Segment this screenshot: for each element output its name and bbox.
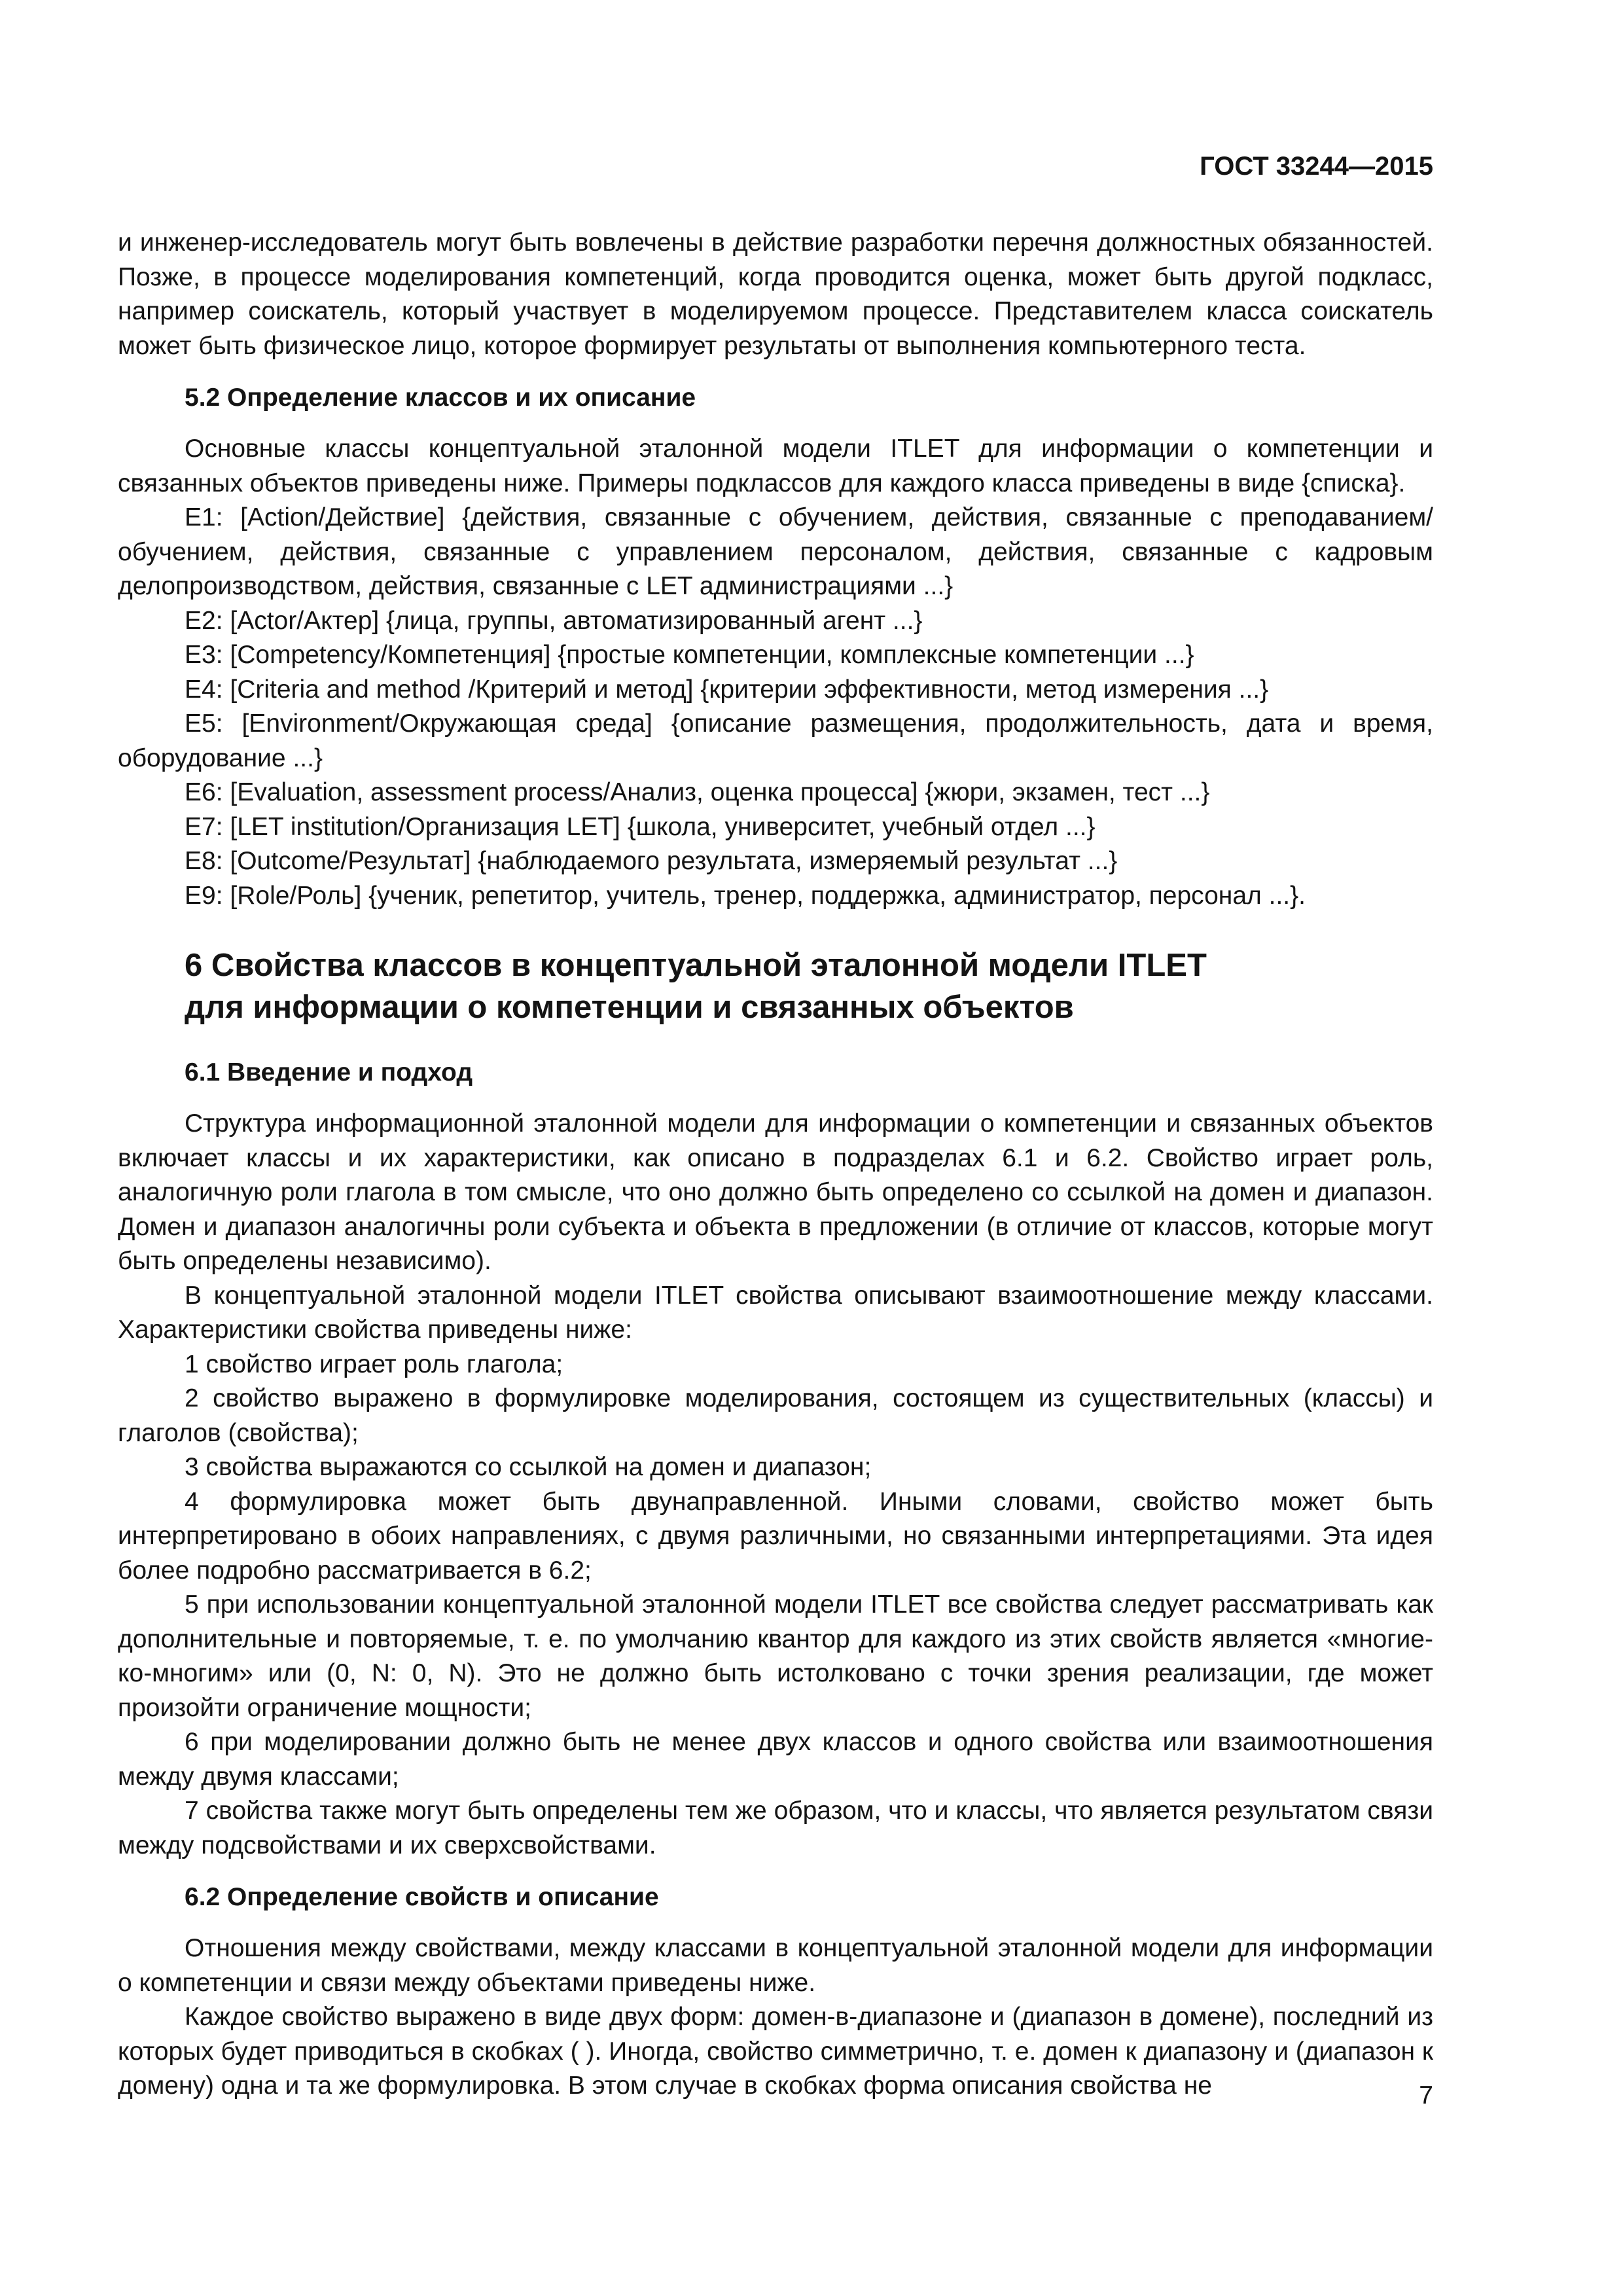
section-6-1-heading: 6.1 Введение и подход xyxy=(185,1058,473,1086)
class-item-e5: E5: [Environment/Окружающая среда] {описание размещения, продолжительность, дата и время, оборудование ...} xyxy=(118,709,1433,772)
property-item-4: 4 формулировка может быть двунаправленной. Иными словами, свойство может быть интерпретировано в обоих направлениях, с двумя различными, но связанными интерпретациями. Эта идея более подробно рассматривается в 6.2; xyxy=(118,1487,1433,1585)
section-6-heading-line2: для информации о компетенции и связанных объектов xyxy=(185,990,1074,1025)
class-item-e8: E8: [Outcome/Результат] {наблюдаемого результата, измеряемый результат ...} xyxy=(185,847,1118,875)
property-item-1: 1 свойство играет роль глагола; xyxy=(185,1350,563,1378)
property-item-2: 2 свойство выражено в формулировке моделирования, состоящем из существительных (классы) и глаголов (свойства); xyxy=(118,1384,1433,1447)
class-item-e9: E9: [Role/Роль] {ученик, репетитор, учитель, тренер, поддержка, администратор, персонал ...}. xyxy=(185,881,1306,910)
section-6-2-paragraph-1: Отношения между свойствами, между классами в концептуальной эталонной модели для информации о компетенции и связи между объектами приведены ниже. xyxy=(118,1934,1433,1997)
section-5-2-paragraph: Основные классы концептуальной эталонной модели ITLET для информации о компетенции и связанных объектов приведены ниже. Примеры подклассов для каждого класса приведены в виде {списка}. xyxy=(118,435,1433,497)
class-item-e1: E1: [Action/Действие] {действия, связанные с обучением, действия, связанные с преподаванием/обучением, действия, связанные с управлением персоналом, действия, связанные с кадровым делопроизводством, действия, связанные с LET администрациями ...} xyxy=(118,503,1433,600)
document-code: ГОСТ 33244—2015 xyxy=(1200,152,1433,181)
property-item-5: 5 при использовании концептуальной эталонной модели ITLET все свойства следует рассматривать как дополнительные и повторяемые, т. е. по умолчанию квантор для каждого из этих свойств является «многие-ко-многим» или (0, N: 0, N). Это не должно быть истолковано с точки зрения реализации, где может произойти ограничение мощности; xyxy=(118,1590,1433,1722)
class-item-e3: E3: [Competency/Компетенция] {простые компетенции, комплексные компетенции ...} xyxy=(185,641,1194,669)
class-item-e6: E6: [Evaluation, assessment process/Анализ, оценка процесса] {жюри, экзамен, тест ...} xyxy=(185,778,1210,806)
property-item-7: 7 свойства также могут быть определены тем же образом, что и классы, что является результатом связи между подсвойствами и их сверхсвойствами. xyxy=(118,1797,1433,1859)
property-item-3: 3 свойства выражаются со ссылкой на домен и диапазон; xyxy=(185,1453,872,1481)
document-page xyxy=(118,0,1433,2296)
class-item-e2: E2: [Actor/Актер] {лица, группы, автоматизированный агент ...} xyxy=(185,606,923,635)
property-item-6: 6 при моделировании должно быть не менее двух классов и одного свойства или взаимоотношения между двумя классами; xyxy=(118,1728,1433,1791)
section-6-1-paragraph-2: В концептуальной эталонной модели ITLET свойства описывают взаимоотношение между классами. Характеристики свойства приведены ниже: xyxy=(118,1281,1433,1344)
section-6-1-paragraph-1: Структура информационной эталонной модели для информации о компетенции и связанных объектов включает классы и их характеристики, как описано в подразделах 6.1 и 6.2. Свойство играет роль, аналогичную роли глагола в том смысле, что оно должно быть определено со ссылкой на домен и диапазон. Домен и диапазон аналогичны роли субъекта и объекта в предложении (в отличие от классов, которые могут быть определены независимо). xyxy=(118,1109,1433,1275)
section-6-heading-line1: 6 Свойства классов в концептуальной эталонной модели ITLET xyxy=(185,948,1207,983)
intro-paragraph: и инженер-исследователь могут быть вовлечены в действие разработки перечня должностных обязанностей. Позже, в процессе моделирования компетенций, когда проводится оценка, может быть другой подкласс, например соискатель, который участвует в моделируемом процессе. Представителем класса соискатель может быть физическое лицо, которое формирует результаты от выполнения компьютерного теста. xyxy=(118,228,1433,360)
page-content xyxy=(118,226,1433,2104)
section-6-heading xyxy=(118,944,1433,1028)
section-6-2-heading: 6.2 Определение свойств и описание xyxy=(185,1883,659,1911)
section-5-2-heading: 5.2 Определение классов и их описание xyxy=(185,384,696,412)
class-item-e4: E4: [Criteria and method /Критерий и метод] {критерии эффективности, метод измерения ...} xyxy=(185,675,1269,704)
page-number: 7 xyxy=(1419,2081,1433,2109)
class-item-e7: E7: [LET institution/Организация LET] {школа, университет, учебный отдел ...} xyxy=(185,812,1096,841)
section-6-2-paragraph-2: Каждое свойство выражено в виде двух форм: домен-в-диапазоне и (диапазон в домене), последний из которых будет приводиться в скобках ( ). Иногда, свойство симметрично, т. е. домен к диапазону и (диапазон к домену) одна и та же формулировка. В этом случае в скобках форма описания свойства не xyxy=(118,2003,1433,2100)
